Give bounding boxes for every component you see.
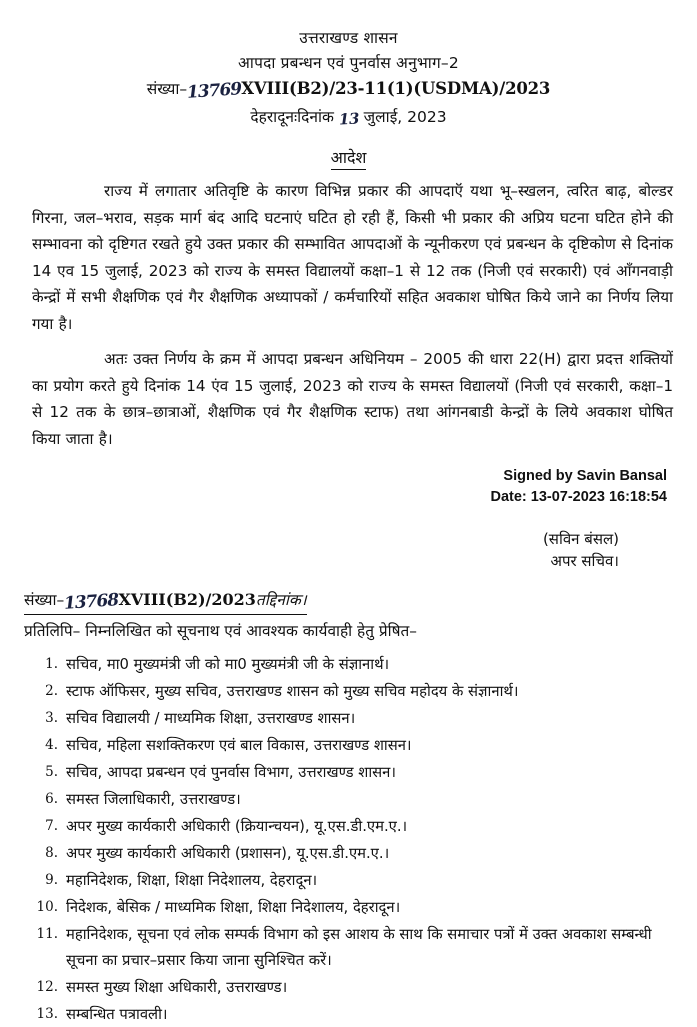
date-suffix: जुलाई, 2023 <box>364 108 447 126</box>
digital-signature-date: Date: 13-07-2023 16:18:54 <box>0 487 667 508</box>
list-item: महानिदेशक, सूचना एवं लोक सम्पर्क विभाग को इस आशय के साथ कि समाचार पत्रों में उक्त अवकाश सम्बन्धी सूचना का प्रचार–प्रसार किया जाना सुनिश्चित करें। <box>60 922 679 973</box>
signatory-designation: अपर सचिव। <box>0 550 619 572</box>
reference-code: XVIII(B2)/23-11(1)(USDMA)/2023 <box>241 79 550 98</box>
endorsement-suffix: तद्दिनांक। <box>256 591 307 609</box>
reference-number-line <box>0 76 697 104</box>
signatory-name-block <box>0 528 619 572</box>
list-item: सम्बन्धित पत्रावली। <box>60 1002 679 1027</box>
endorsement-number-line <box>24 588 307 615</box>
order-title: आदेश <box>331 146 367 170</box>
list-item: अपर मुख्य कार्यकारी अधिकारी (क्रियान्चयन), यू.एस.डी.एम.ए.। <box>60 814 679 840</box>
document-body <box>32 178 673 452</box>
list-item: समस्त जिलाधिकारी, उत्तराखण्ड। <box>60 787 679 813</box>
endorsement-number-handwritten: 13768 <box>64 588 120 616</box>
paragraph-2 <box>32 346 673 452</box>
list-item: निदेशक, बेसिक / माध्यमिक शिक्षा, शिक्षा निदेशालय, देहरादून। <box>60 895 679 921</box>
list-item: सचिव विद्यालयी / माध्यमिक शिक्षा, उत्तराखण्ड शासन। <box>60 706 679 732</box>
place-and-date-line <box>0 104 697 132</box>
list-item: महानिदेशक, शिक्षा, शिक्षा निदेशालय, देहरादून। <box>60 868 679 894</box>
list-item: सचिव, मा0 मुख्यमंत्री जी को मा0 मुख्यमंत्री जी के संज्ञानार्थ। <box>60 652 679 678</box>
list-item: सचिव, महिला सशक्तिकरण एवं बाल विकास, उत्तराखण्ड शासन। <box>60 733 679 759</box>
department-name: आपदा प्रबन्धन एवं पुनर्वास अनुभाग–2 <box>0 51 697 76</box>
order-title-wrap <box>0 146 697 170</box>
digital-signature-signer: Signed by Savin Bansal <box>0 466 667 487</box>
document-header <box>0 0 697 132</box>
place-date-prefix: देहरादूनःदिनांक <box>250 108 334 126</box>
signature-block <box>0 466 667 572</box>
date-handwritten: 13 <box>338 105 359 132</box>
endorsement-block <box>24 588 697 645</box>
recipient-list <box>30 652 679 1027</box>
paragraph-1 <box>32 178 673 337</box>
list-item: समस्त मुख्य शिक्षा अधिकारी, उत्तराखण्ड। <box>60 975 679 1001</box>
reference-number-label: संख्या– <box>147 80 187 98</box>
endorsement-distribution-line: प्रतिलिपि– निम्नलिखित को सूचनाथ एवं आवश्यक कार्यवाही हेतु प्रेषित– <box>24 618 697 645</box>
endorsement-reference-code: XVIII(B2)/2023 <box>118 590 255 609</box>
paragraph-2-text: अतः उक्त निर्णय के क्रम में आपदा प्रबन्धन अधिनियम – 2005 की धारा 22(H) द्वारा प्रदत्त शक्तियों का प्रयोग करते हुये दिनांक 14 एंव 15 जुलाई, 2023 को राज्य के समस्त विद्यालयों (निजी एवं सरकारी, कक्षा–1 से 12 तक के छात्र–छात्राओं, शैक्षणिक एवं गैर शैक्षणिक स्टाफ) तथा आंगनबाडी केन्द्रों के लिये अवकाश घोषित किया जाता है। <box>32 350 673 448</box>
reference-number-handwritten: 13769 <box>186 76 242 106</box>
list-item: स्टाफ ऑफिसर, मुख्य सचिव, उत्तराखण्ड शासन को मुख्य सचिव महोदय के संज्ञानार्थ। <box>60 679 679 705</box>
list-item: सचिव, आपदा प्रबन्धन एवं पुनर्वास विभाग, उत्तराखण्ड शासन। <box>60 760 679 786</box>
list-item: अपर मुख्य कार्यकारी अधिकारी (प्रशासन), यू.एस.डी.एम.ए.। <box>60 841 679 867</box>
signatory-name: (सविन बंसल) <box>0 528 619 550</box>
endorsement-number-label: संख्या– <box>24 591 64 609</box>
paragraph-1-text: राज्य में लगातार अतिवृष्टि के कारण विभिन्न प्रकार की आपदाऍ यथा भू–स्खलन, त्वरित बाढ़, बोल्डर गिरना, जल–भराव, सड़क मार्ग बंद आदि घटनाएं घटित हो रही हैं, किसी भी प्रकार की अप्रिय घटना घटित होने की सम्भावना को दृष्टिगत रखते हुये उक्त प्रकार की सम्भावित आपदाओं के न्यूनीकरण एवं प्रबन्धन के दृष्टिकोण से दिनांक 14 एव 15 जुलाई, 2023 को राज्य के समस्त विद्यालयों कक्षा–1 से 12 तक (निजी एवं सरकारी) एवं ऑंगनवाड़ी केन्द्रों में सभी शैक्षणिक एवं गैर शैक्षणिक अध्यापकों / कर्मचारियों सहित अवकाश घोषित किये जाने का निर्णय लिया गया है। <box>32 182 673 333</box>
issuing-authority: उत्तराखण्ड शासन <box>0 26 697 51</box>
